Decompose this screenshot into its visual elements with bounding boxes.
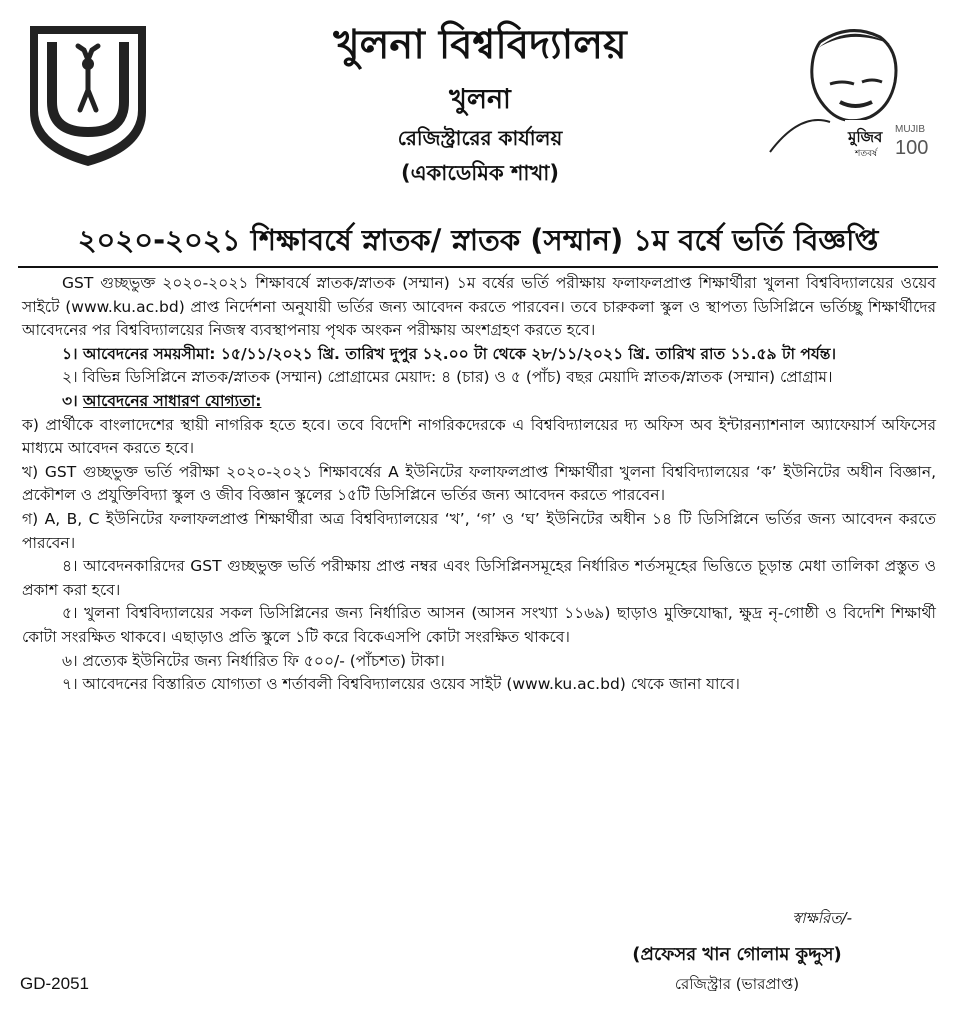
eligibility-number: ৩।	[62, 391, 78, 410]
header-block	[230, 20, 730, 188]
item-deadline: ১। আবেদনের সময়সীমা: ১৫/১১/২০২১ খ্রি. তারিখ দুপুর ১২.০০ টা থেকে ২৮/১১/২০২১ খ্রি. তারিখ রাত ১১.৫৯ টা পর্যন্ত।	[62, 344, 837, 363]
signed-label: স্বাক্ষরিত/-	[792, 909, 852, 927]
mujib-logo-english: MUJIB	[895, 124, 925, 135]
branch-name: (একাডেমিক শাখা)	[401, 161, 559, 185]
mujib-logo-100: 100	[895, 137, 929, 159]
university-name: খুলনা বিশ্ববিদ্যালয়	[333, 22, 627, 68]
notice-code: GD-2051	[20, 974, 89, 993]
item-merit-list: ৪। আবেদনকারিদের GST গুচ্ছভুক্ত ভর্তি পরীক্ষায় প্রাপ্ত নম্বর এবং ডিসিপ্লিনসমূহের নির্ধারিত শর্তসমূহের ভিত্তিতে চূড়ান্ত মেধা তালিকা প্রস্তুত ও প্রকাশ করা হবে।	[22, 557, 936, 599]
city-name: খুলনা	[449, 84, 511, 115]
notice-title: ২০২০-২০২১ শিক্ষাবর্ষে স্নাতক/ স্নাতক (সম্মান) ১ম বর্ষে ভর্তি বিজ্ঞপ্তি	[18, 218, 938, 268]
notice-body	[22, 272, 936, 697]
item-eligibility-b: খ) GST গুচ্ছভুক্ত ভর্তি পরীক্ষা ২০২০-২০২১ শিক্ষাবর্ষের A ইউনিটের ফলাফলপ্রাপ্ত শিক্ষার্থীরা খুলনা বিশ্ববিদ্যালয়ের ‘ক’ ইউনিটের অধীন বিজ্ঞান, প্রকৌশল ও প্রযুক্তিবিদ্যা স্কুল ও জীব বিজ্ঞান স্কুলের ১৫টি ডিসিপ্লিনে ভর্তির জন্য আবেদন করতে পারবেন।	[22, 462, 936, 505]
item-eligibility-heading	[22, 390, 936, 414]
signatory-designation: রেজিস্ট্রার (ভারপ্রাপ্ত)	[674, 975, 800, 993]
mujib-logo-shatabarsha: শতবর্ষ	[855, 149, 878, 159]
item-program-duration: ২। বিভিন্ন ডিসিপ্লিনে স্নাতক/স্নাতক (সম্মান) প্রোগ্রামের মেয়াদ: ৪ (চার) ও ৫ (পাঁচ) বছর মেয়াদি স্নাতক/স্নাতক (সম্মান) প্রোগ্রাম।	[62, 368, 833, 387]
item-eligibility-c: গ) A, B, C ইউনিটের ফলাফলপ্রাপ্ত শিক্ষার্থীরা অত্র বিশ্ববিদ্যালয়ের ‘খ’, ‘গ’ ও ‘ঘ’ ইউনিটের অধীন ১৪ টি ডিসিপ্লিনে ভর্তির জন্য আবেদন করতে পারবেন।	[22, 509, 936, 552]
mujib-logo-bangla: মুজিব	[848, 128, 883, 146]
university-logo	[22, 20, 154, 170]
office-name: রেজিস্ট্রারের কার্যালয়	[397, 126, 563, 150]
item-seats-quota: ৫। খুলনা বিশ্ববিদ্যালয়ের সকল ডিসিপ্লিনের জন্য নির্ধারিত আসন (আসন সংখ্যা ১১৬৯) ছাড়াও মুক্তিযোদ্ধা, ক্ষুদ্র নৃ-গোষ্ঠী ও বিদেশি শিক্ষার্থী কোটা সংরক্ষিত থাকবে। এছাড়াও প্রতি স্কুলে ১টি করে বিকেএসপি কোটা সংরক্ষিত থাকবে।	[22, 604, 936, 646]
item-fee: ৬। প্রত্যেক ইউনিটের জন্য নির্ধারিত ফি ৫০০/- (পাঁচশত) টাকা।	[62, 651, 445, 670]
mujib-100-logo	[750, 22, 935, 162]
eligibility-label: আবেদনের সাধারণ যোগ্যতা:	[83, 391, 262, 410]
intro-paragraph: GST গুচ্ছভুক্ত ২০২০-২০২১ শিক্ষাবর্ষে স্নাতক/স্নাতক (সম্মান) ১ম বর্ষের ভর্তি পরীক্ষায় ফলাফলপ্রাপ্ত শিক্ষার্থীরা খুলনা বিশ্ববিদ্যালয়ের ওয়েব সাইটে (www.ku.ac.bd) প্রাপ্ত নির্দেশনা অনুযায়ী ভর্তির জন্য আবেদন করতে পারবেন। তবে চারুকলা স্কুল ও স্থাপত্য ডিসিপ্লিনে ভর্তিচ্ছু শিক্ষার্থীদের আবেদনের পর বিশ্ববিদ্যালয়ের নিজস্ব ব্যবস্থাপনায় পৃথক অংকন পরীক্ষায় অংশগ্রহণ করতে হবে।	[22, 274, 936, 340]
signatory-name: (প্রফেসর খান গোলাম কুদ্দুস)	[632, 944, 842, 965]
signature-block	[572, 905, 902, 997]
item-website: ৭। আবেদনের বিস্তারিত যোগ্যতা ও শর্তাবলী বিশ্ববিদ্যালয়ের ওয়েব সাইট (www.ku.ac.bd) থেকে জানা যাবে।	[62, 675, 740, 694]
item-eligibility-a: ক) প্রার্থীকে বাংলাদেশের স্থায়ী নাগরিক হতে হবে। তবে বিদেশি নাগরিকদেরকে এ বিশ্ববিদ্যালয়ের দ্য অফিস অব ইন্টারন্যাশনাল অ্যাফেয়ার্স অফিসের মাধ্যমে আবেদন করতে হবে।	[22, 415, 936, 458]
